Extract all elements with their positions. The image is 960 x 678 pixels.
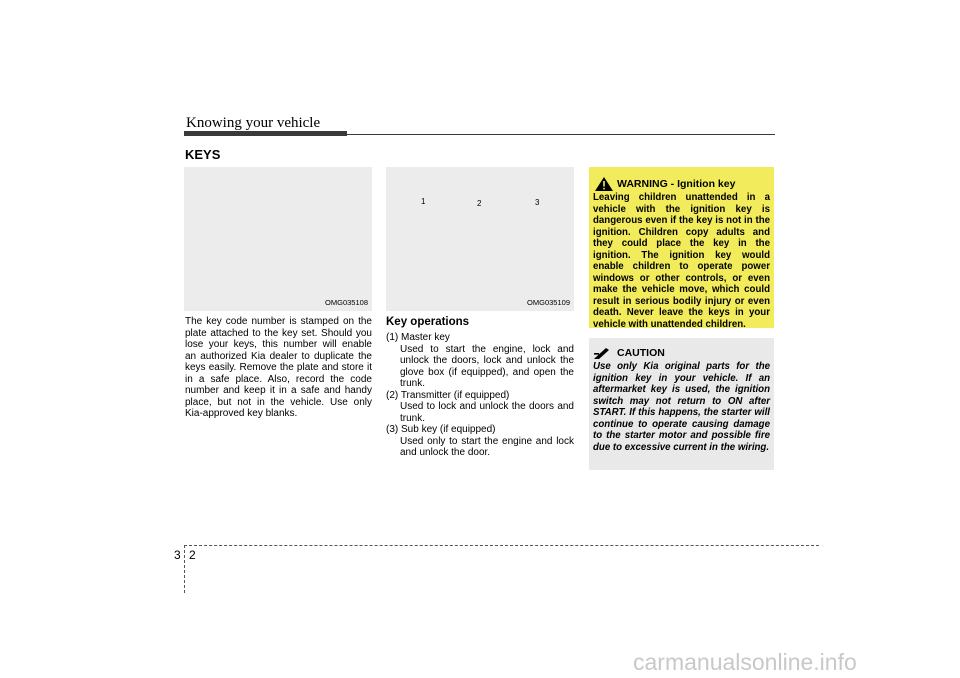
key-operations-list [386,332,574,459]
caution-box [589,338,774,470]
keys-illustration [386,167,574,311]
footer-vertical-rule [184,545,185,593]
footer-rule [184,545,819,546]
warning-box [589,167,774,328]
key-operations-heading: Key operations [386,316,470,328]
key-code-paragraph [185,316,372,420]
paragraph-line: plate attached to the key set. Should you [185,327,372,339]
image-code-left: OMG035108 [325,298,368,307]
page-header-title: Knowing your vehicle [186,115,321,131]
paragraph-line: number and keep it in a safe and handy [185,385,372,396]
chapter-number: 3 [174,548,181,562]
image-code-mid: OMG035109 [527,298,570,307]
paragraph-line: lose your keys, this number will enable [185,339,372,350]
key-item-title: (3) Sub key (if equipped) [386,424,496,435]
key-item-desc: Used only to start the engine and lock and unlock the door. [400,435,574,458]
list-item [386,424,574,459]
header-rule-thin [347,134,775,135]
warning-text: Leaving children unattended in a vehicle with the ignition key is dangerous even if the key is not in the ignition. Children copy adults and they could place the key in the ignition. The ignition key would enable children to operate power windows or other controls, or even make the vehicle move, which could result in serious bodily injury or even death. Never leave the keys in your vehicle with unattended children. [593,192,770,330]
caution-text: Use only Kia original parts for the ignition key in your vehicle. If an aftermarket key is used, the ignition switch may not return to ON after START. If this happens, the starter will continue to operate causing damage to the starter motor and possible fire due to excessive current in the wiring. [593,361,770,453]
caution-title: CAUTION [617,347,665,359]
key-item-title: (2) Transmitter (if equipped) [386,389,510,401]
key-label-3: 3 [535,198,540,207]
paragraph-line: place, but not in the vehicle. Use only [185,396,372,408]
watermark: carmanualsonline.info [633,649,857,675]
key-item-title: (1) Master key [386,332,450,343]
key-item-desc: Used to lock and unlock the doors and trunk. [400,401,574,424]
paragraph-line: Kia-approved key blanks. [185,408,298,419]
key-code-illustration [184,167,372,311]
key-label-1: 1 [421,197,426,206]
warning-title: WARNING - Ignition key [617,178,736,190]
list-item [386,390,574,425]
paragraph-line: an authorized Kia dealer to duplicate the [185,350,372,362]
key-label-2: 2 [477,199,482,208]
header-rule-thick [184,131,347,136]
section-title: KEYS [185,147,221,162]
list-item [386,332,574,390]
paragraph-line: in a safe place. Also, record the code [185,373,372,385]
paragraph-line: keys easily. Remove the plate and store it [185,362,372,373]
page-number: 2 [189,548,196,562]
paragraph-line: The key code number is stamped on the [185,316,372,327]
key-item-desc: Used to start the engine, lock and unlock the doors, lock and unlock the glove box (if equipped), and open the trunk. [400,343,574,389]
